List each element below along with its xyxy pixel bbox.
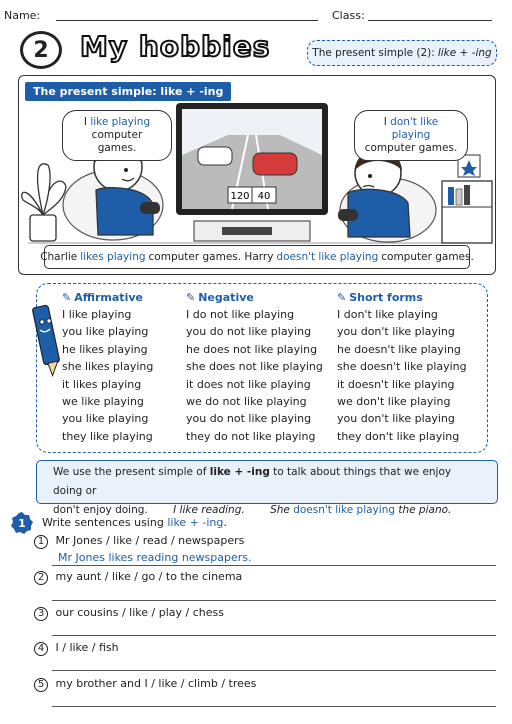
item-answer[interactable]: Mr Jones likes reading newspapers. bbox=[58, 551, 252, 564]
exercise-item bbox=[34, 534, 244, 549]
exercise-item bbox=[34, 606, 224, 621]
rule-example-1: I like reading. bbox=[173, 504, 245, 516]
affirmative-row: she likes playing bbox=[62, 360, 154, 374]
book-icon: ✎ bbox=[337, 291, 347, 304]
instruction-suffix: . bbox=[223, 516, 227, 529]
answer-line[interactable] bbox=[52, 635, 496, 636]
rule-example-2b: the piano. bbox=[395, 504, 452, 516]
negative-row: you do not like playing bbox=[186, 412, 312, 426]
item-prompt: my brother and I / like / climb / trees bbox=[55, 677, 257, 690]
short-forms-heading-text: Short forms bbox=[349, 291, 423, 304]
exercise-number: 1 bbox=[18, 517, 26, 530]
negative-row: he does not like playing bbox=[186, 342, 318, 356]
topic-prefix: The present simple (2): bbox=[312, 47, 435, 59]
affirmative-row: you like playing bbox=[62, 325, 149, 339]
item-number: 5 bbox=[34, 678, 48, 692]
item-number: 3 bbox=[34, 607, 48, 621]
short-forms-row: it doesn't like playing bbox=[337, 377, 455, 391]
short-forms-row: you don't like playing bbox=[337, 325, 455, 339]
caption-text-1: Charlie bbox=[40, 251, 78, 263]
caption-highlight-2: doesn't like playing bbox=[276, 251, 379, 263]
bubble-left-highlight: like playing bbox=[90, 116, 151, 128]
short-forms-column bbox=[337, 291, 485, 445]
item-prompt: Mr Jones / like / read / newspapers bbox=[55, 534, 245, 547]
bubble-right-text-2: computer games. bbox=[364, 142, 458, 154]
illustration-caption bbox=[40, 245, 474, 269]
caption-highlight-1: likes playing bbox=[80, 251, 146, 263]
exercise-item bbox=[34, 677, 256, 692]
affirmative-row: he likes playing bbox=[62, 342, 148, 356]
negative-column bbox=[186, 291, 331, 445]
short-forms-row: they don't like playing bbox=[337, 429, 460, 443]
short-forms-row: you don't like playing bbox=[337, 412, 455, 426]
negative-row: you do not like playing bbox=[186, 325, 312, 339]
short-forms-row: I don't like playing bbox=[337, 308, 438, 321]
topic-suffix: like + -ing bbox=[437, 47, 492, 59]
rule-bold: like + -ing bbox=[209, 466, 270, 478]
page-title: My hobbies bbox=[80, 30, 271, 63]
speech-bubble-left bbox=[62, 110, 172, 161]
exercise-badge-icon bbox=[10, 511, 34, 535]
topic-box bbox=[307, 40, 497, 66]
negative-row: she does not like playing bbox=[186, 360, 323, 374]
bubble-right-highlight: don't like playing bbox=[390, 116, 439, 141]
item-prompt: our cousins / like / play / chess bbox=[55, 606, 224, 619]
item-number: 1 bbox=[34, 535, 48, 549]
rule-text-2: to talk about things that we enjoy doing or bbox=[53, 466, 452, 497]
rule-text-3: don't enjoy doing. bbox=[53, 504, 148, 516]
short-forms-row: we don't like playing bbox=[337, 395, 451, 409]
class-label: Class: bbox=[332, 9, 365, 22]
exercise-instruction bbox=[42, 516, 227, 529]
panel-title: The present simple: like + -ing bbox=[25, 82, 231, 101]
item-prompt: I / like / fish bbox=[55, 641, 119, 654]
exercise-item bbox=[34, 570, 242, 585]
affirmative-heading bbox=[62, 291, 182, 304]
tv-score-1: 120 bbox=[230, 191, 250, 202]
bubble-left-text-2: computer games. bbox=[91, 129, 143, 154]
item-number: 4 bbox=[34, 642, 48, 656]
bubble-left-text: I bbox=[83, 116, 91, 128]
rule-text-1: We use the present simple of bbox=[53, 466, 210, 478]
item-prompt: my aunt / like / go / to the cinema bbox=[55, 570, 243, 583]
short-forms-heading bbox=[337, 291, 485, 304]
name-field[interactable] bbox=[56, 20, 318, 21]
rule-box bbox=[36, 460, 498, 516]
caption-text-2: computer games. Harry bbox=[148, 251, 274, 263]
book-icon: ✎ bbox=[186, 291, 196, 304]
answer-line[interactable] bbox=[52, 600, 496, 601]
affirmative-heading-text: Affirmative bbox=[74, 291, 143, 304]
answer-line[interactable] bbox=[52, 706, 496, 707]
bookshelf-icon bbox=[442, 155, 492, 243]
bubble-right-text: I bbox=[383, 116, 391, 128]
speech-bubble-right bbox=[354, 110, 468, 161]
name-label: Name: bbox=[4, 9, 41, 22]
affirmative-row: it likes playing bbox=[62, 377, 142, 391]
rule-example-2-highlight: doesn't like playing bbox=[293, 504, 396, 516]
tv-score-2: 40 bbox=[257, 191, 271, 202]
short-forms-row: she doesn't like playing bbox=[337, 360, 467, 374]
affirmative-row: I like playing bbox=[62, 308, 132, 321]
plant-icon bbox=[22, 164, 66, 241]
negative-heading-text: Negative bbox=[198, 291, 254, 304]
affirmative-row: you like playing bbox=[62, 412, 149, 426]
rule-example-2a: She bbox=[270, 504, 294, 516]
negative-row: they do not like playing bbox=[186, 429, 316, 443]
affirmative-column bbox=[62, 291, 182, 445]
answer-line[interactable] bbox=[52, 565, 496, 566]
pencil-mascot-icon bbox=[32, 300, 60, 380]
tv-icon bbox=[176, 103, 328, 241]
affirmative-row: we like playing bbox=[62, 395, 144, 409]
negative-row: I do not like playing bbox=[186, 308, 295, 321]
answer-line[interactable] bbox=[52, 670, 496, 671]
affirmative-row: they like playing bbox=[62, 429, 153, 443]
book-icon: ✎ bbox=[62, 291, 72, 304]
item-number: 2 bbox=[34, 571, 48, 585]
instruction-text: Write sentences using bbox=[42, 516, 168, 529]
negative-heading bbox=[186, 291, 331, 304]
instruction-highlight: like + -ing bbox=[167, 516, 224, 529]
class-field[interactable] bbox=[368, 20, 492, 21]
exercise-item bbox=[34, 641, 119, 656]
negative-row: it does not like playing bbox=[186, 377, 311, 391]
short-forms-row: he doesn't like playing bbox=[337, 342, 461, 356]
harry-figure bbox=[338, 150, 436, 242]
negative-row: we do not like playing bbox=[186, 395, 307, 409]
unit-number: 2 bbox=[20, 31, 62, 69]
caption-text-3: computer games. bbox=[381, 251, 474, 263]
rule-line-1 bbox=[53, 463, 481, 501]
